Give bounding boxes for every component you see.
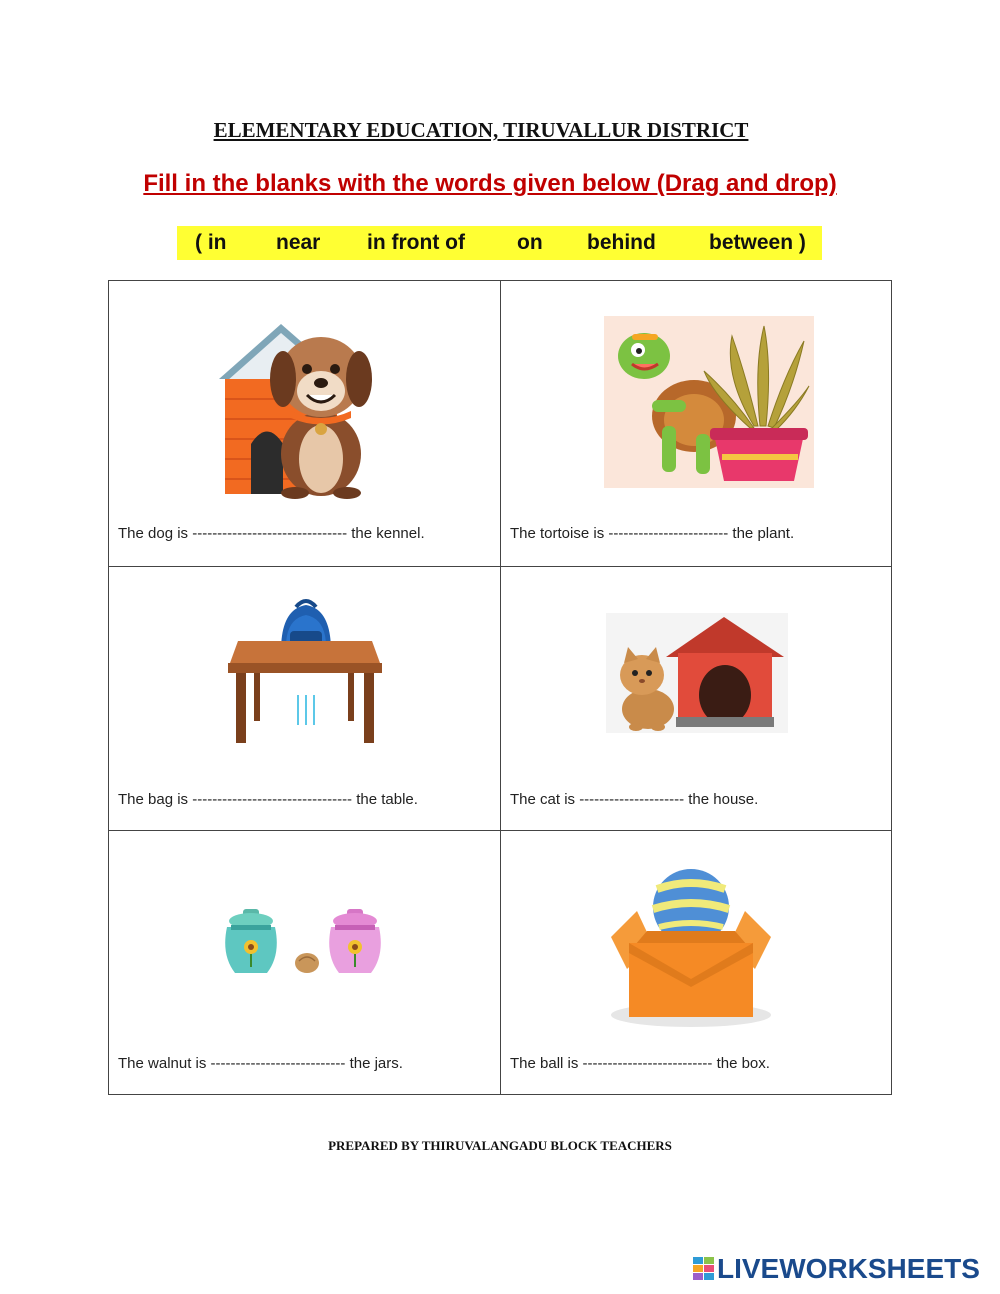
exercise-sentence[interactable]: The bag is -------------------------------- the table. [118,791,418,808]
logo-icon [693,1257,715,1281]
exercise-grid [108,280,892,1095]
exercise-cell [109,281,500,566]
exercise-cell [501,831,892,1094]
ball-box-picture [607,867,775,1029]
page-title: ELEMENTARY EDUCATION, TIRUVALLUR DISTRICT [213,118,749,142]
instruction-heading: Fill in the blanks with the words given below (Drag and drop) [143,170,837,197]
word-bank-item[interactable]: near [276,231,321,254]
tortoise-plant-picture [604,316,814,488]
word-bank-item[interactable]: behind [587,231,656,254]
logo-text: LIVEWORKSHEETS [717,1253,980,1284]
word-bank-item[interactable]: on [517,231,543,254]
exercise-cell [501,281,892,566]
liveworksheets-logo[interactable] [693,1254,980,1284]
exercise-sentence[interactable]: The cat is --------------------- the house. [510,791,759,808]
word-bank-item[interactable]: in front of [367,231,465,254]
dog-kennel-picture [209,319,394,499]
exercise-cell [109,831,500,1094]
walnut-jars-picture [221,907,393,981]
bag-table-picture [224,597,384,749]
word-bank [177,226,822,260]
exercise-sentence[interactable]: The dog is ------------------------------- the kennel. [118,525,425,542]
exercise-sentence[interactable]: The walnut is --------------------------- the jars. [118,1055,403,1072]
exercise-sentence[interactable]: The tortoise is ------------------------ the plant. [510,525,795,542]
exercise-cell [109,567,500,830]
footer-credit: PREPARED BY THIRUVALANGADU BLOCK TEACHERS [328,1138,672,1153]
word-bank-close[interactable]: between ) [709,231,806,254]
word-bank-open[interactable]: ( in [195,231,227,254]
cat-house-picture [606,613,788,733]
exercise-cell [501,567,892,830]
exercise-sentence[interactable]: The ball is -------------------------- the box. [510,1055,770,1072]
